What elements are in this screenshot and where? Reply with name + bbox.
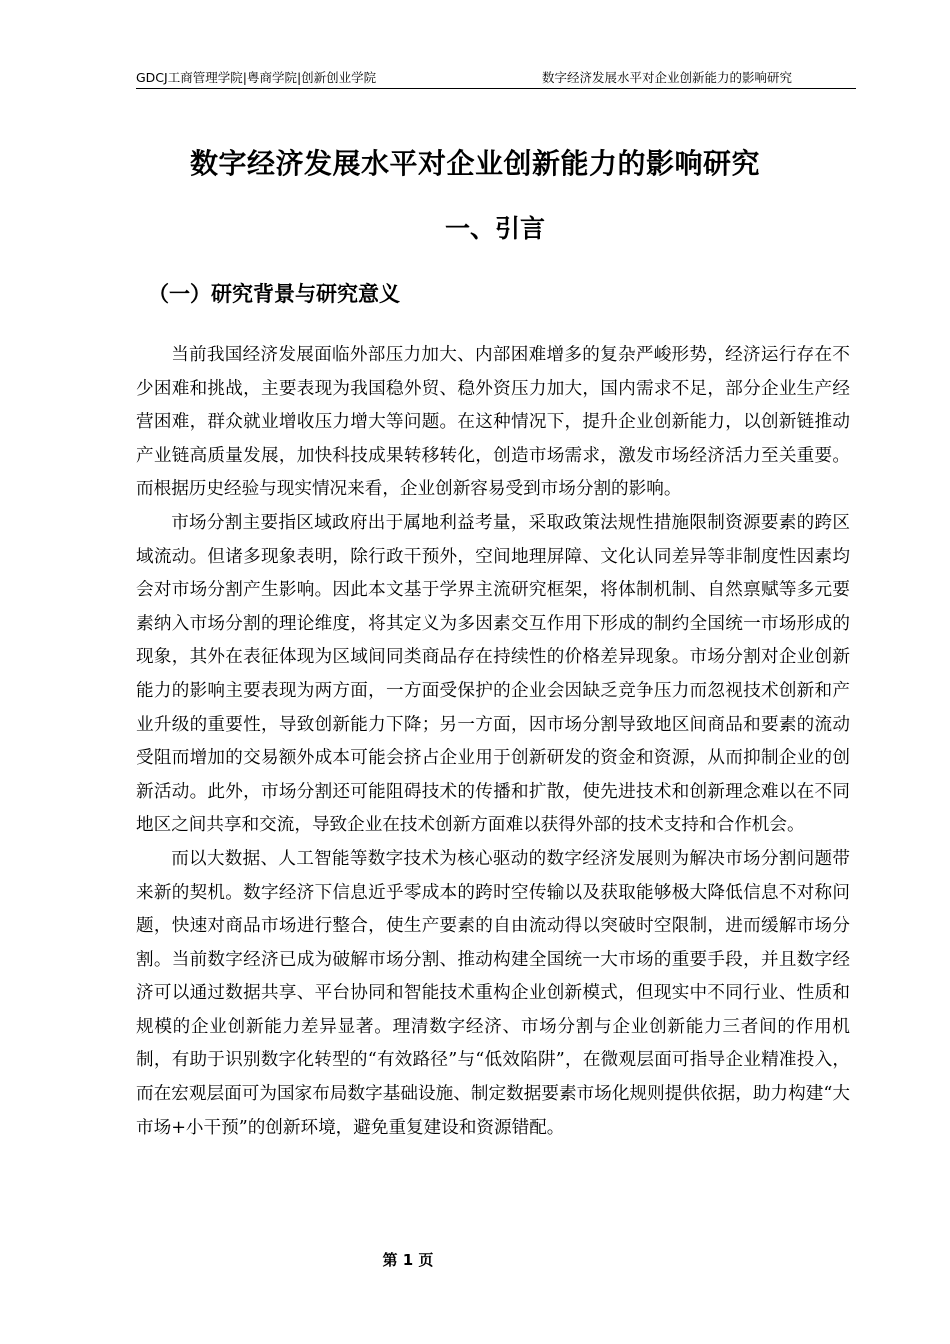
paragraph: 市场分割主要指区域政府出于属地利益考量，采取政策法规性措施限制资源要素的跨区域流动。但诸多现象表明，除行政干预外，空间地理屏障、文化认同差异等非制度性因素均会对市场分割产生影响。因此本文基于学界主流研究框架，将体制机制、自然禀赋等多元要素纳入市场分割的理论维度，将其定义为多因素交互作用下形成的制约全国统一市场形成的现象，其外在表征体现为区域间同类商品存在持续性的价格差异现象。市场分割对企业创新能力的影响主要表现为两方面，一方面受保护的企业会因缺乏竞争压力而忽视技术创新和产业升级的重要性，导致创新能力下降；另一方面，因市场分割导致地区间商品和要素的流动受阻而增加的交易额外成本可能会挤占企业用于创新研发的资金和资源，从而抑制企业的创新活动。此外，市场分割还可能阻碍技术的传播和扩散，使先进技术和创新理念难以在不同地区之间共享和交流，导致企业在技术创新方面难以获得外部的技术支持和合作机会。 [136,512,850,836]
body-text [136,339,850,1145]
page-number: 第 1 页 [382,1251,434,1269]
running-header [136,70,856,89]
paper-title: 数字经济发展水平对企业创新能力的影响研究 [189,147,760,180]
header-institution: GDCJ工商管理学院|粤商学院|创新创业学院 [136,70,377,85]
header-paper-title: 数字经济发展水平对企业创新能力的影响研究 [541,70,792,85]
paragraph: 当前我国经济发展面临外部压力加大、内部困难增多的复杂严峻形势，经济运行存在不少困难和挑战，主要表现为我国稳外贸、稳外资压力加大，国内需求不足，部分企业生产经营困难，群众就业增收压力增大等问题。在这种情况下，提升企业创新能力，以创新链推动产业链高质量发展，加快科技成果转移转化，创造市场需求，激发市场经济活力至关重要。而根据历史经验与现实情况来看，企业创新容易受到市场分割的影响。 [136,345,850,500]
subsection-heading: （一）研究背景与研究意义 [148,282,400,306]
paragraph: 而以大数据、人工智能等数字技术为核心驱动的数字经济发展则为解决市场分割问题带来新的契机。数字经济下信息近乎零成本的跨时空传输以及获取能够极大降低信息不对称问题，快速对商品市场进行整合，使生产要素的自由流动得以突破时空限制，进而缓解市场分割。当前数字经济已成为破解市场分割、推动构建全国统一大市场的重要手段，并且数字经济可以通过数据共享、平台协同和智能技术重构企业创新模式，但现实中不同行业、性质和规模的企业创新能力差异显著。理清数字经济、市场分割与企业创新能力三者间的作用机制，有助于识别数字化转型的“有效路径”与“低效陷阱”，在微观层面可指导企业精准投入，而在宏观层面可为国家布局数字基础设施、制定数据要素市场化规则提供依据，助力构建“大市场+小干预”的创新环境，避免重复建设和资源错配。 [136,848,850,1138]
section-heading: 一、引言 [444,214,545,243]
